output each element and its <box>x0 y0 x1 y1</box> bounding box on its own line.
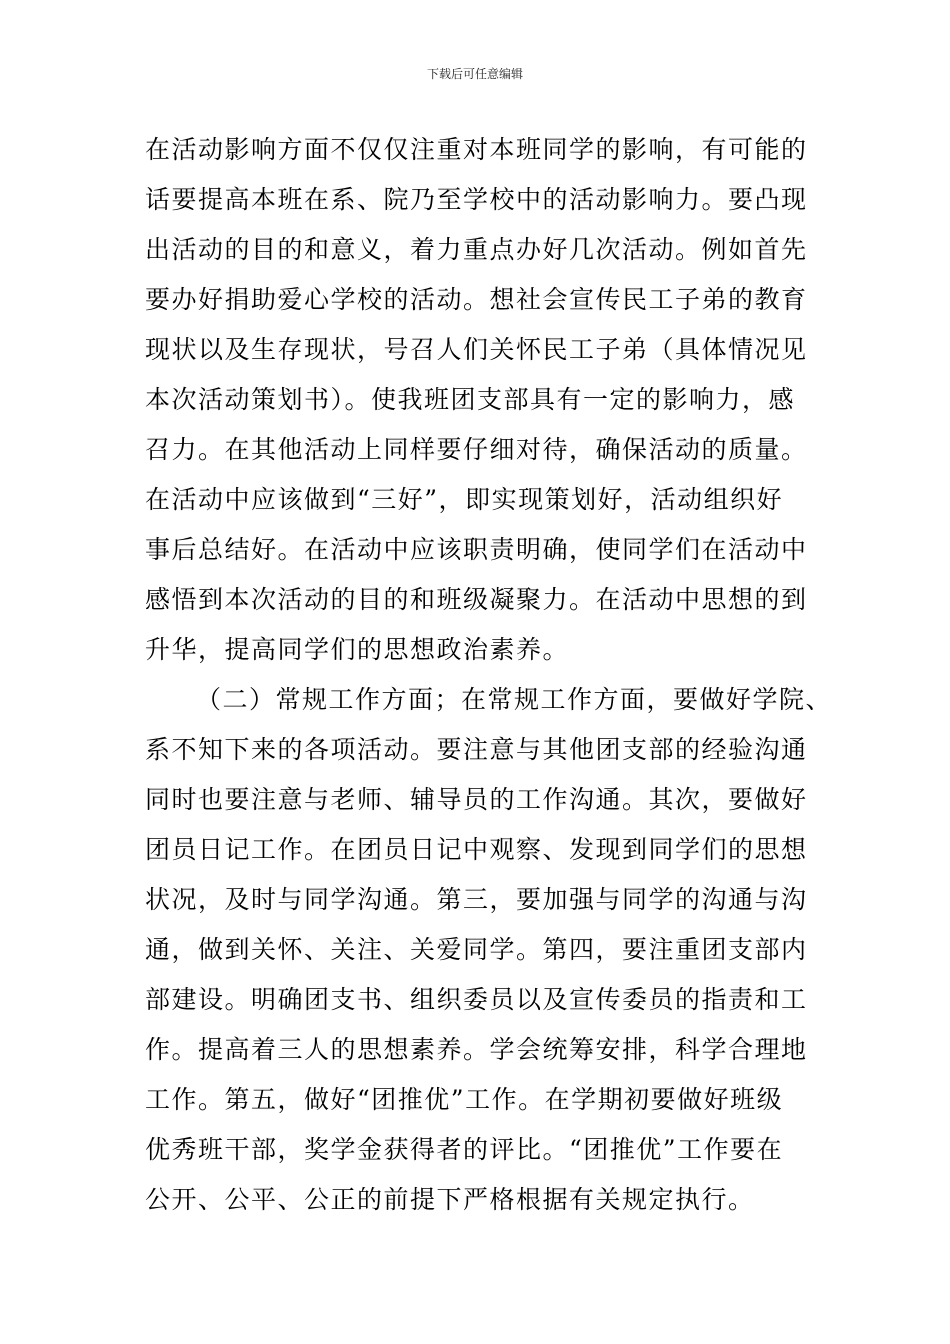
paragraph-1-line-6: 本次活动策划书）。使我班团支部具有一定的影响力，感 <box>145 385 796 414</box>
paragraph-2-line-10: 优秀班干部，奖学金获得者的评比。“团推优”工作要在 <box>145 1135 784 1164</box>
paragraph-1-line-8: 在活动中应该做到“三好”，即实现策划好，活动组织好 <box>145 485 784 514</box>
page-header: 下载后可任意编辑 <box>426 67 523 81</box>
paragraph-1-line-5: 现状以及生存现状，号召人们关怀民工子弟（具体情况见 <box>145 335 808 364</box>
paragraph-2-line-9: 工作。第五，做好“团推优”工作。在学期初要做好班级 <box>145 1085 784 1114</box>
paragraph-1-line-3: 出活动的目的和意义，着力重点办好几次活动。例如首先 <box>145 235 808 264</box>
paragraph-2-line-11: 公开、公平、公正的前提下严格根据有关规定执行。 <box>145 1185 755 1214</box>
paragraph-1-line-10: 感悟到本次活动的目的和班级凝聚力。在活动中思想的到 <box>145 585 808 614</box>
paragraph-2-line-7: 部建设。明确团支书、组织委员以及宣传委员的指责和工 <box>145 985 808 1014</box>
paragraph-2-line-2: 系不知下来的各项活动。要注意与其他团支部的经验沟通 <box>145 735 808 764</box>
paragraph-2-line-5: 状况，及时与同学沟通。第三，要加强与同学的沟通与沟 <box>145 885 808 914</box>
paragraph-1-line-4: 要办好捐助爱心学校的活动。想社会宣传民工子弟的教育 <box>145 285 808 314</box>
paragraph-2-line-1: （二）常规工作方面；在常规工作方面，要做好学院、 <box>196 685 833 714</box>
paragraph-2-line-8: 作。提高着三人的思想素养。学会统筹安排，科学合理地 <box>145 1035 808 1064</box>
paragraph-1-line-7: 召力。在其他活动上同样要仔细对待，确保活动的质量。 <box>145 435 808 464</box>
paragraph-2-line-6: 通，做到关怀、关注、关爱同学。第四，要注重团支部内 <box>145 935 808 964</box>
paragraph-1-line-2: 话要提高本班在系、院乃至学校中的活动影响力。要凸现 <box>145 185 808 214</box>
paragraph-1-line-1: 在活动影响方面不仅仅注重对本班同学的影响，有可能的 <box>145 135 808 164</box>
paragraph-2-line-3: 同时也要注意与老师、辅导员的工作沟通。其次，要做好 <box>145 785 808 814</box>
paragraph-2-line-4: 团员日记工作。在团员日记中观察、发现到同学们的思想 <box>145 835 808 864</box>
paragraph-1-line-9: 事后总结好。在活动中应该职责明确，使同学们在活动中 <box>145 535 808 564</box>
paragraph-1-line-11: 升华，提高同学们的思想政治素养。 <box>145 635 570 664</box>
